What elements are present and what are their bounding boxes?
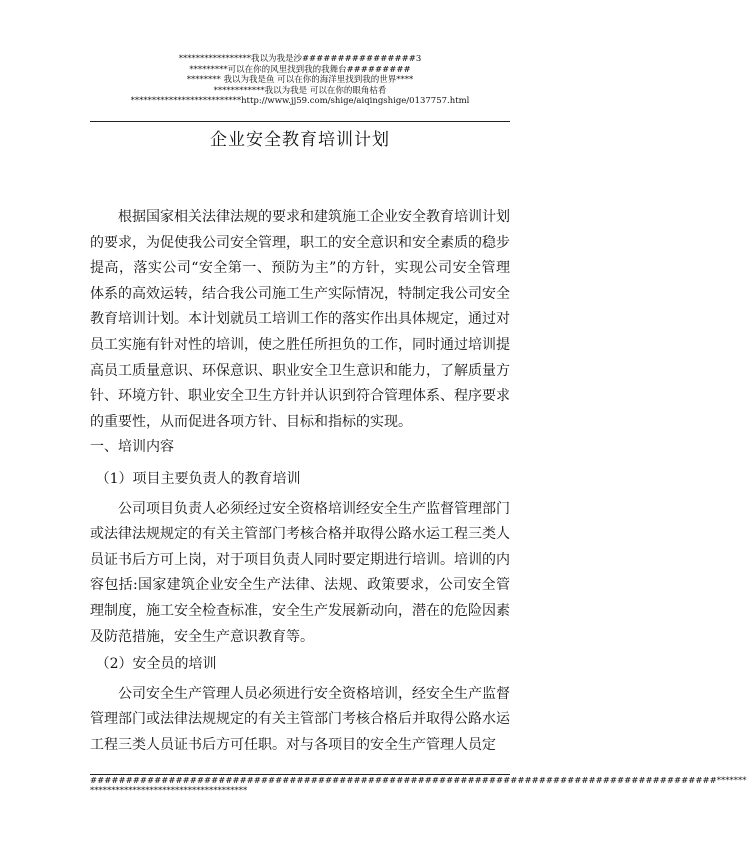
footer-block	[90, 776, 747, 796]
subheading-safety-officer-training: （2）安全员的培训	[95, 656, 217, 673]
footer-divider	[90, 774, 510, 775]
footer-line-1: ########################################################################################*******	[90, 776, 747, 786]
document-body	[90, 205, 510, 758]
header-line-4: ************我以为我是 可以在你的眼角枯肴	[213, 85, 387, 96]
header-line-1: *****************我以为我是沙################3	[178, 54, 422, 64]
safety-officer-paragraph: 公司安全生产管理人员必须进行安全资格培训，经安全生产监督管理部门或法律法规规定的有关主管部门考核合格后并取得公路水运工程三类人员证书后方可任职。对与各项目的安全生产管理人员定	[90, 685, 510, 753]
header-line-2: *********可以在你的风里找到我的我舞台#########	[189, 64, 411, 75]
header-divider	[90, 121, 510, 122]
header-line-3: ******** 我以为我是鱼 可以在你的海洋里找到我的世界****	[186, 75, 414, 85]
footer-line-2: *************************************	[90, 786, 248, 796]
page-title: 企业安全教育培训计划	[210, 130, 390, 150]
subheading-project-leader-training: （1）项目主要负责人的教育培训	[95, 470, 301, 487]
intro-paragraph: 根据国家相关法律法规的要求和建筑施工企业安全教育培训计划的要求，为促使我公司安全管理，职工的安全意识和安全素质的稳步提高，落实公司“安全第一、预防为主”的方针，实现公司安全管理体系的高效运转，结合我公司施工生产实际情况，特制定我公司安全教育培训计划。本计划就员工培训工作的落实作出具体规定，通过对员工实施有针对性的培训，使之胜任所担负的工作，同时通过培训提高员工质量意识、环保意识、职业安全卫生意识和能力，了解质量方针、环境方针、职业安全卫生方针并认识到符合管理体系、程序要求的重要性，从而促进各项方针、目标和指标的实现。	[90, 209, 510, 430]
header-line-5: **************************http://www.jj59.com/shige/aiqingshige/0137757.html	[130, 96, 470, 106]
header-block	[0, 54, 600, 107]
project-leader-paragraph: 公司项目负责人必须经过安全资格培训经安全生产监督管理部门或法律法规规定的有关主管部门考核合格并取得公路水运工程三类人员证书后方可上岗，对于项目负责人同时要定期进行培训。培训的内容包括:国家建筑企业安全生产法律、法规、政策要求，公司安全管理制度，施工安全检查标准，安全生产发展新动向，潜在的危险因素及防范措施，安全生产意识教育等。	[90, 500, 510, 645]
section-heading-training-content: 一、培训内容	[90, 439, 174, 456]
